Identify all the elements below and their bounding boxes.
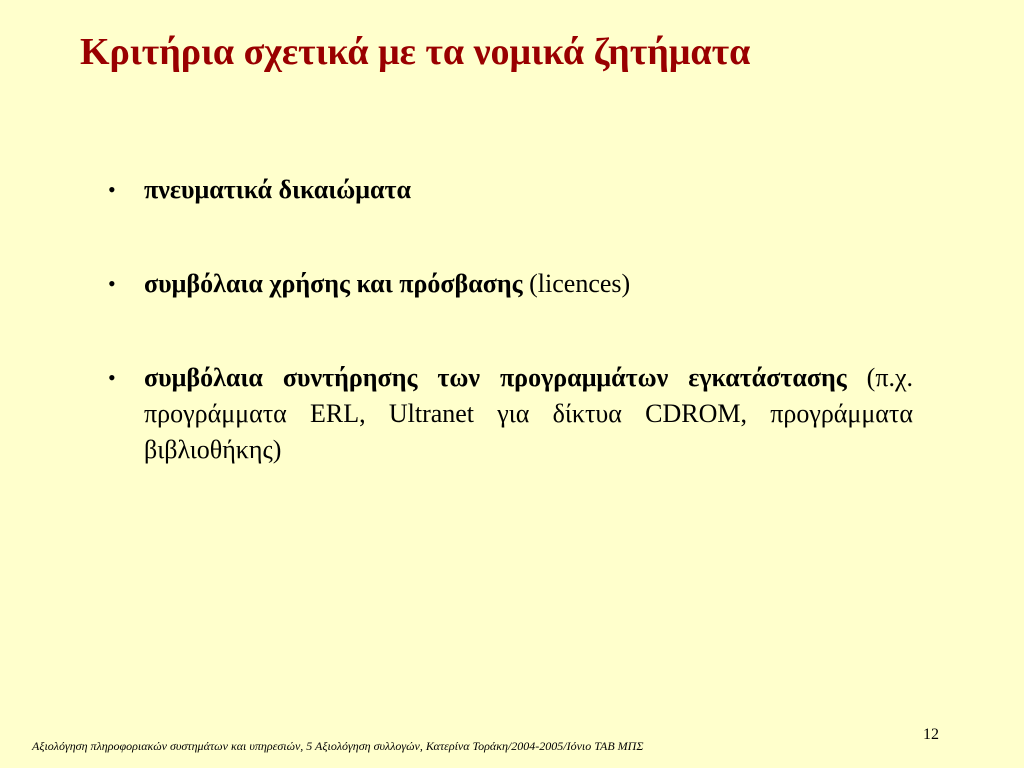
bullet-icon: • (108, 365, 116, 390)
bullet-bold-text: συμβόλαια συντήρησης των προγραμμάτων εγκατάστασης (144, 363, 847, 392)
bullet-bold-text: συμβόλαια χρήσης και πρόσβασης (144, 269, 523, 298)
slide-footer: Αξιολόγηση πληροφοριακών συστημάτων και υπηρεσιών, 5 Αξιολόγηση συλλογών, Κατερίνα Τοράκη/2004-2005/Ιόνιο ΤΑΒ ΜΠΣ (32, 739, 644, 753)
bullet-text (144, 360, 913, 468)
page-number: 12 (923, 726, 939, 743)
bullet-item-copyright (108, 172, 913, 208)
slide-title: Κριτήρια σχετικά με τα νομικά ζητήματα (80, 31, 751, 73)
bullet-icon: • (108, 177, 116, 202)
bullet-text (144, 172, 913, 208)
bullet-rest-text: (π.χ. προγράμματα ERL, Ultranet για δίκτυα CDROM, προγράμματα βιβλιοθήκης) (144, 363, 913, 464)
bullet-item-licences (108, 266, 913, 302)
bullet-item-maintenance (108, 360, 913, 468)
bullet-text (144, 266, 913, 302)
bullet-rest-text: (licences) (522, 269, 631, 298)
bullet-bold-text: πνευματικά δικαιώματα (144, 175, 412, 204)
bullet-icon: • (108, 271, 116, 296)
bullet-list (108, 172, 913, 526)
